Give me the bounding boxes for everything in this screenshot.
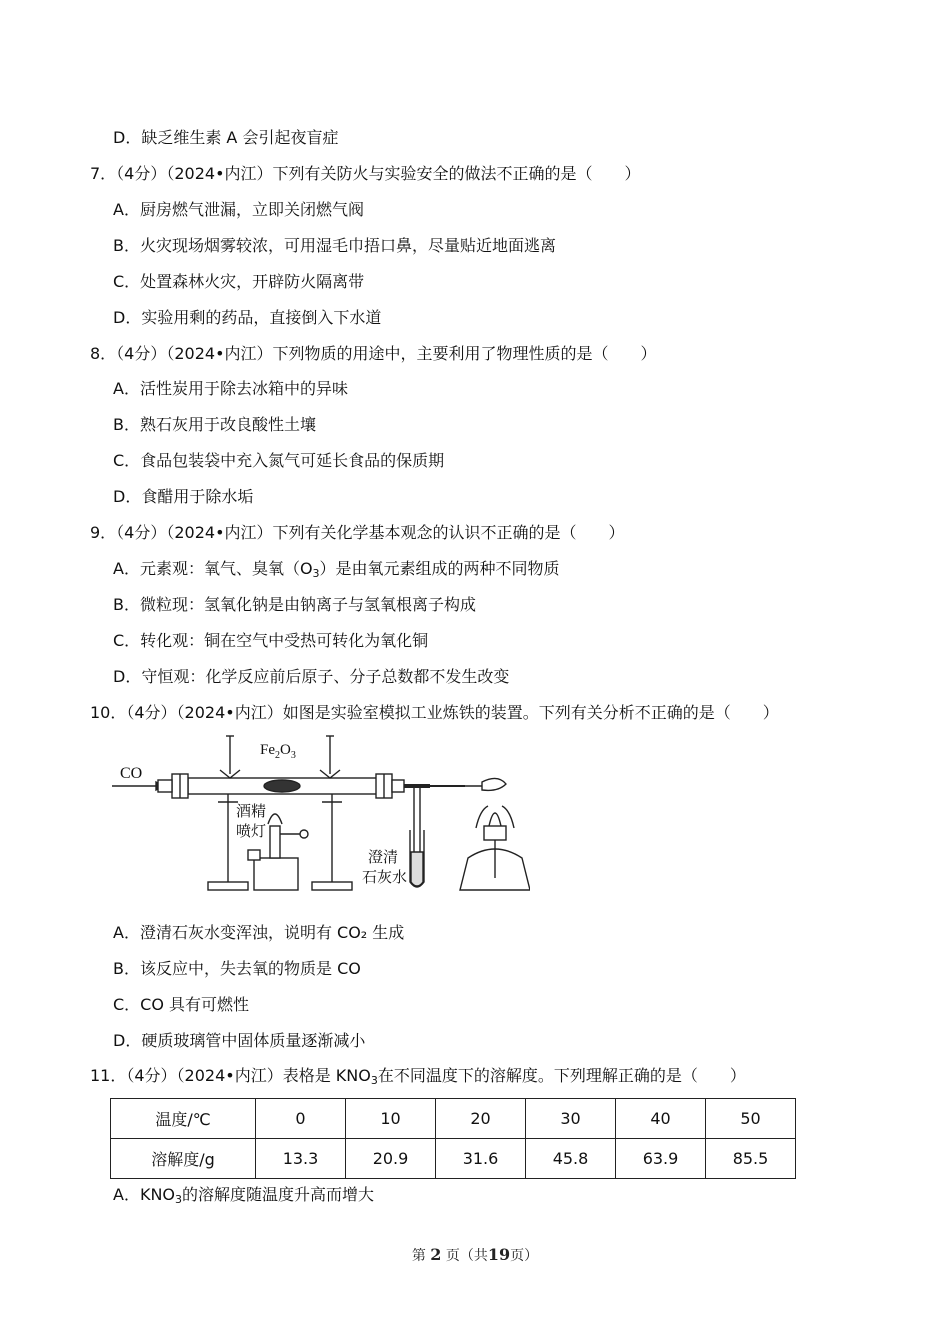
q6-option-d: D．缺乏维生素 A 会引起夜盲症 <box>113 128 339 147</box>
table-cell: 20.9 <box>346 1139 436 1179</box>
limewater-label-1: 澄清 <box>368 848 399 866</box>
table-row <box>111 1139 796 1179</box>
q7-option-c: C．处置森林火灾，开辟防火隔离带 <box>113 272 365 291</box>
q10-option-a: A．澄清石灰水变浑浊，说明有 CO₂ 生成 <box>113 923 405 942</box>
fe2o3-label: $Fe_2O_3$ <box>260 742 296 761</box>
q7-option-a: A．厨房燃气泄漏，立即关闭燃气阀 <box>113 200 364 219</box>
q7-option-b: B．火灾现场烟雾较浓，可用湿毛巾捂口鼻，尽量贴近地面逃离 <box>113 236 556 255</box>
table-cell: 50 <box>706 1099 796 1139</box>
table-cell: 45.8 <box>526 1139 616 1179</box>
q8-stem: 8．（4分）（2024•内江）下列物质的用途中，主要利用了物理性质的是（ ） <box>90 344 657 363</box>
q9-option-c: C．转化观：铜在空气中受热可转化为氧化铜 <box>113 631 429 650</box>
q9-option-b: B．微粒现：氢氧化钠是由钠离子与氢氧根离子构成 <box>113 595 476 614</box>
solubility-table <box>110 1098 796 1179</box>
q10-option-d: D．硬质玻璃管中固体质量逐渐减小 <box>113 1031 366 1050</box>
q8-option-b: B．熟石灰用于改良酸性土壤 <box>113 415 316 434</box>
page-footer: 第 2 页（共19页） <box>411 1245 539 1264</box>
co-label: CO <box>120 765 143 782</box>
table-cell: 30 <box>526 1099 616 1139</box>
q8-option-a: A．活性炭用于除去冰箱中的异味 <box>113 379 348 398</box>
q10-stem: 10．（4分）（2024•内江）如图是实验室模拟工业炼铁的装置。下列有关分析不正确的是（ ） <box>90 703 779 722</box>
q8-option-d: D．食醋用于除水垢 <box>113 487 254 506</box>
q7-option-d: D．实验用剩的药品，直接倒入下水道 <box>113 308 382 327</box>
q7-stem: 7．（4分）（2024•内江）下列有关防火与实验安全的做法不正确的是（ ） <box>90 164 641 183</box>
page-total: 19 <box>487 1245 511 1264</box>
table-cell: 31.6 <box>436 1139 526 1179</box>
limewater-label-2: 石灰水 <box>362 868 408 886</box>
table-header-solubility: 溶解度/g <box>111 1139 256 1179</box>
table-cell: 0 <box>256 1099 346 1139</box>
blowtorch-label-1: 酒精 <box>236 802 267 820</box>
q10-option-c: C．CO 具有可燃性 <box>113 995 250 1014</box>
table-cell: 63.9 <box>616 1139 706 1179</box>
q11-option-a: A．$KNO_3$的溶解度随温度升高而增大 <box>113 1185 375 1206</box>
q9-stem: 9．（4分）（2024•内江）下列有关化学基本观念的认识不正确的是（ ） <box>90 523 625 542</box>
q10-option-b: B．该反应中，失去氧的物质是 CO <box>113 959 361 978</box>
table-cell: 85.5 <box>706 1139 796 1179</box>
q9-option-a: A．元素观：氧气、臭氧$(O_3)$是由氧元素组成的两种不同物质 <box>113 559 560 580</box>
q11-stem: 11．（4分）（2024•内江）表格是 $KNO_3$在不同温度下的溶解度。下列理解正确的是（ ） <box>90 1066 746 1087</box>
iron-smelting-apparatus-diagram <box>110 730 530 900</box>
table-cell: 20 <box>436 1099 526 1139</box>
table-cell: 13.3 <box>256 1139 346 1179</box>
page-number: 2 <box>430 1245 442 1264</box>
table-cell: 10 <box>346 1099 436 1139</box>
table-header-temperature: 温度/℃ <box>111 1099 256 1139</box>
q8-option-c: C．食品包装袋中充入氮气可延长食品的保质期 <box>113 451 445 470</box>
table-cell: 40 <box>616 1099 706 1139</box>
blowtorch-label-2: 喷灯 <box>236 822 267 840</box>
q9-option-d: D．守恒观：化学反应前后原子、分子总数都不发生改变 <box>113 667 510 686</box>
table-row <box>111 1099 796 1139</box>
